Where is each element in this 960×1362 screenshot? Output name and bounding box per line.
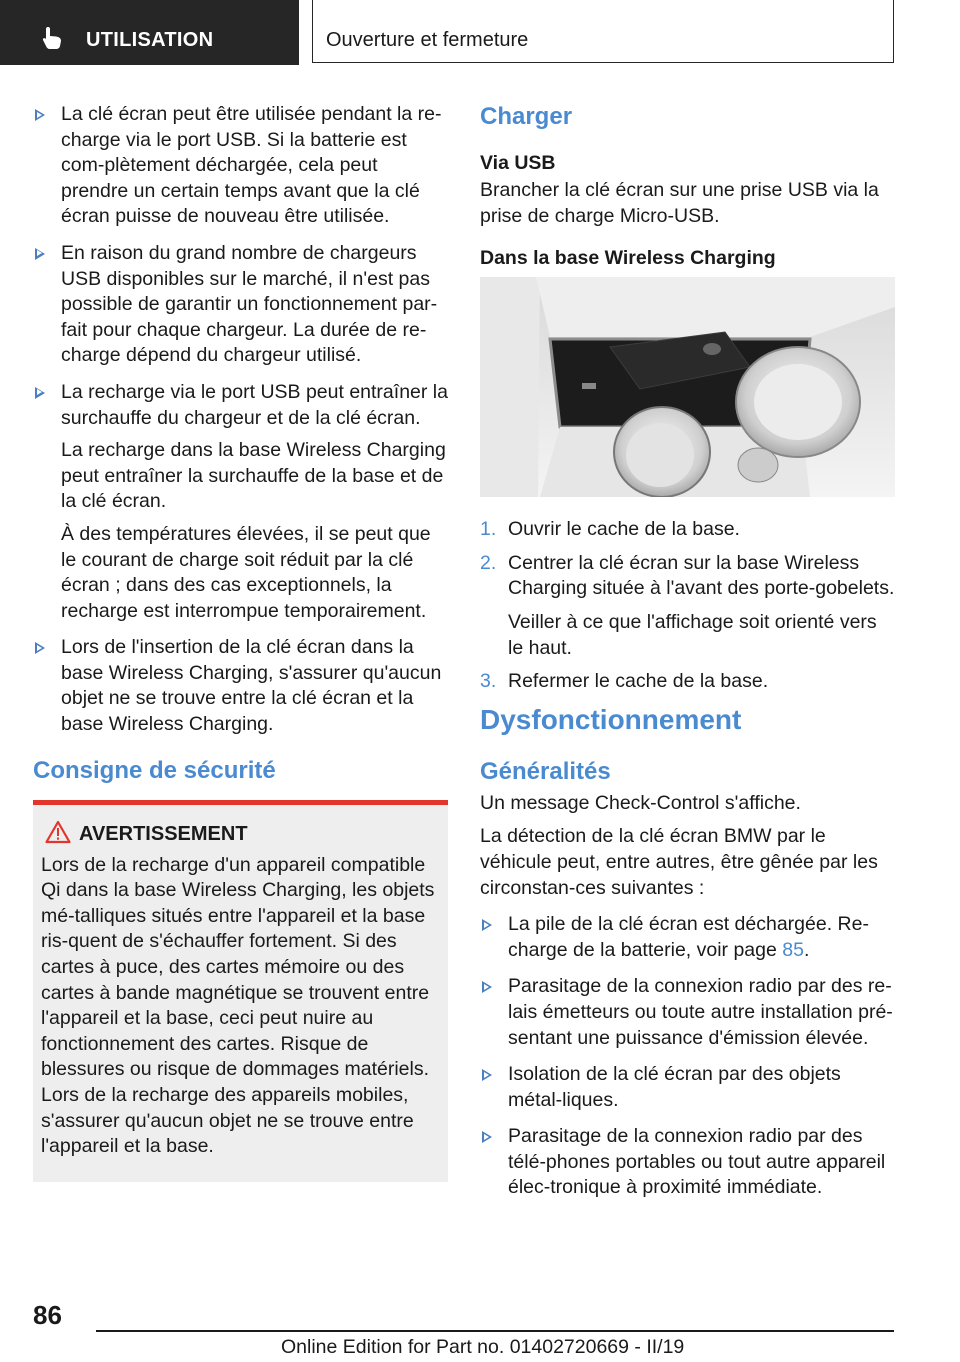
bullet-triangle-icon: [482, 981, 492, 993]
general-paragraph: La détection de la clé écran BMW par le véhicule peut, entre autres, être gênée par les circonstan-ces suivantes :: [480, 825, 878, 899]
warning-text: Lors de la recharge d'un appareil compatible Qi dans la base Wireless Charging, les objets mé-talliques situés entre l'appareil et la base ris-quent de s'échauffer fortement. Si des cartes à puce, des cartes mémoire ou des cartes à bande magnétique se trouvent entre l'appareil et la base, ceci peut nuire au fonctionnement des cartes. Risque de blessures ou risque de dommages matériels. Lors de la recharge des appareils mobiles, s'assurer qu'aucun objet ne se trouve entre l'appareil et la base.: [41, 853, 435, 1158]
warning-box: [33, 805, 448, 1182]
list-item: En raison du grand nombre de chargeurs USB disponibles sur le marché, il n'est pas possible de garantir un fonctionnement par-fait pour chaque chargeur. La durée de re-charge dépend du chargeur utilisé.: [33, 241, 448, 369]
footer-rule: [96, 1330, 894, 1332]
list-item: Parasitage de la connexion radio par des télé-phones portables ou tout autre appareil élec-tronique à proximité immédiate.: [480, 1124, 895, 1201]
bullet-triangle-icon: [35, 642, 45, 654]
bullet-triangle-icon: [35, 248, 45, 260]
charger-heading: Charger: [480, 103, 573, 130]
wireless-heading: Dans la base Wireless Charging: [480, 247, 776, 270]
step-item: 2. Centrer la clé écran sur la base Wireless Charging située à l'avant des porte-gobelets.: [480, 551, 895, 600]
left-column: [33, 102, 448, 1182]
step-number: 3.: [480, 670, 497, 693]
general-paragraph: Un message Check-Control s'affiche.: [480, 791, 801, 814]
list-item: La pile de la clé écran est déchargée. Re-charge de la batterie, voir page 85.: [480, 912, 895, 963]
list-item: Lors de l'insertion de la clé écran dans la base Wireless Charging, s'assurer qu'aucun objet ne se trouve entre la clé écran et la base Wireless Charging.: [33, 635, 448, 737]
step-note: Veiller à ce que l'affichage soit orienté vers le haut.: [508, 610, 877, 659]
warning-triangle-icon: [45, 820, 71, 844]
usb-heading: Via USB: [480, 152, 556, 174]
bullet-triangle-icon: [35, 109, 45, 121]
list-item: La recharge via le port USB peut entraîner la surchauffe du chargeur et de la clé écran.: [33, 380, 448, 431]
page-link[interactable]: 85: [782, 938, 804, 961]
bullet-triangle-icon: [35, 387, 45, 399]
header-section-title: UTILISATION: [86, 29, 214, 51]
step-number: 2.: [480, 551, 497, 574]
list-item: Parasitage de la connexion radio par des re-lais émetteurs ou toute autre installation pré-sentant une puissance d'émission élevée.: [480, 974, 895, 1051]
list-item: La clé écran peut être utilisée pendant la re-charge via le port USB. Si la batterie est com-plètement déchargée, cela peut prendre un certain temps avant que la clé écran puisse de nouveau être utilisée.: [33, 102, 448, 230]
bullet-triangle-icon: [482, 919, 492, 931]
footer-edition: Online Edition for Part no. 01402720669 - II/19: [281, 1336, 685, 1358]
list-item-paragraph: La recharge dans la base Wireless Charging peut entraîner la surchauffe de la base et de la clé écran.: [61, 439, 446, 513]
right-column: [480, 102, 895, 1212]
warning-title: AVERTISSEMENT: [79, 822, 248, 845]
usb-text: Brancher la clé écran sur une prise USB via la prise de charge Micro-USB.: [480, 179, 879, 227]
malfunction-heading: Dysfonctionnement: [480, 703, 742, 735]
page-number: 86: [33, 1300, 62, 1330]
header-chapter-title: Ouverture et fermeture: [326, 29, 529, 51]
bullet-triangle-icon: [482, 1131, 492, 1143]
step-item: 3. Refermer le cache de la base.: [480, 669, 895, 695]
general-heading: Généralités: [480, 757, 611, 785]
warning-header: [41, 821, 438, 847]
wireless-charging-photo: [480, 277, 895, 497]
list-item-paragraph: À des températures élevées, il se peut que le courant de charge soit réduit par la clé écran ; dans des cas exceptionnels, la recharge est interrompue temporairement.: [61, 522, 431, 622]
list-item: Isolation de la clé écran par des objets métal-liques.: [480, 1062, 895, 1113]
hand-pointer-icon: [40, 25, 66, 51]
step-item: 1. Ouvrir le cache de la base.: [480, 517, 895, 543]
step-number: 1.: [480, 518, 497, 541]
bullet-triangle-icon: [482, 1069, 492, 1081]
safety-heading: Consigne de sécurité: [33, 756, 276, 784]
